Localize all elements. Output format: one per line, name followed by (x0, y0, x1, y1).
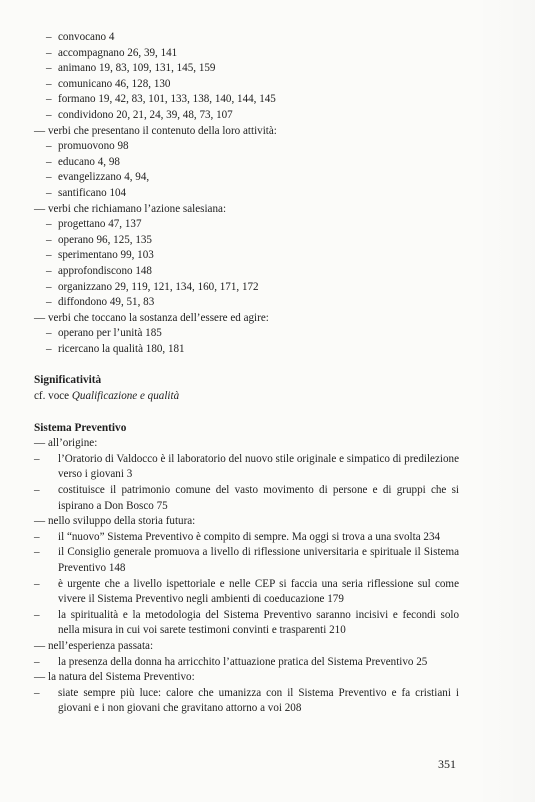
index-item (34, 61, 459, 77)
entry-text: operano per l’unità 185 (58, 327, 162, 340)
dash-marker: – (46, 62, 52, 75)
index-item (34, 295, 459, 311)
entry-text: verbi che toccano la sostanza dell’essere ed agire: (48, 311, 269, 324)
entry-text: diffondono 49, 51, 83 (58, 296, 155, 309)
entry-text: convocano 4 (58, 31, 115, 43)
index-subentry (34, 514, 459, 530)
dash-marker: – (46, 218, 52, 231)
dash-marker: – (34, 452, 40, 465)
dash-marker: – (46, 155, 52, 168)
index-subentry (34, 124, 459, 140)
entry-text: sperimentano 99, 103 (58, 249, 154, 262)
index-item (34, 139, 459, 155)
index-item (34, 108, 459, 124)
dash-marker: — (34, 671, 46, 684)
entry-text: promuovono 98 (58, 140, 129, 153)
cf-reference: Qualificazione e qualità (71, 390, 180, 403)
entry-text: nello sviluppo della storia futura: (48, 515, 196, 528)
index-content (34, 30, 459, 717)
index-item (34, 655, 459, 671)
entry-text: all’origine: (48, 437, 98, 450)
index-subentry (34, 202, 459, 218)
index-subentry (34, 639, 459, 655)
entry-text: operano 96, 125, 135 (58, 233, 152, 246)
dash-marker: – (46, 342, 52, 355)
dash-marker: – (34, 655, 40, 668)
index-item (34, 186, 459, 202)
dash-marker: – (46, 46, 52, 59)
index-item (34, 545, 459, 576)
index-item (34, 686, 459, 717)
index-item (34, 46, 459, 62)
index-item (34, 577, 459, 608)
index-item (34, 233, 459, 249)
dash-marker: – (46, 77, 52, 90)
entry-text: costituisce il patrimonio comune del vasto movimento di persone e di gruppi che si ispirano a Don Bosco 75 (58, 484, 459, 512)
entry-text: progettano 47, 137 (58, 218, 142, 231)
dash-marker: — (34, 515, 46, 528)
dash-marker: – (46, 108, 52, 121)
index-item (34, 155, 459, 171)
entry-text: santificano 104 (58, 186, 127, 199)
dash-marker: — (34, 311, 46, 324)
entry-text: accompagnano 26, 39, 141 (58, 46, 178, 59)
entry-text: il “nuovo” Sistema Preventivo è compito di sempre. Ma oggi si trova a una svolta 234 (58, 530, 441, 543)
heading-significativita: Significatività (34, 374, 102, 387)
entry-text: l’Oratorio di Valdocco è il laboratorio del nuovo stile originale e simpatico di predilezione verso i giovani 3 (58, 452, 459, 481)
dash-marker: – (46, 140, 52, 153)
entry-text: formano 19, 42, 83, 101, 133, 138, 140, 144, 145 (58, 93, 276, 106)
dash-marker: – (34, 608, 40, 621)
index-item (34, 342, 459, 358)
entry-text: educano 4, 98 (58, 155, 120, 168)
entry-text: la spiritualità e la metodologia del Sistema Preventivo saranno incisivi e fecondi solo nella misura in cui voi sarete testimoni convinti e trasparenti 210 (58, 608, 459, 637)
index-item (34, 248, 459, 264)
entry-text: la presenza della donna ha arricchito l’attuazione pratica del Sistema Preventivo 25 (58, 655, 428, 668)
index-item (34, 92, 459, 108)
entry-text: evangelizzano 4, 94, (58, 171, 150, 184)
verbs-list (34, 30, 459, 357)
dash-marker: – (46, 233, 52, 246)
entry-text: comunicano 46, 128, 130 (58, 77, 171, 90)
index-subentry (34, 436, 459, 452)
cf-prefix: cf. voce (34, 390, 72, 403)
sistema-preventivo-list (34, 436, 459, 717)
dash-marker: — (34, 437, 46, 450)
heading-sistema-preventivo: Sistema Preventivo (34, 421, 127, 434)
index-item (34, 326, 459, 342)
dash-marker: – (46, 93, 52, 106)
cross-reference (34, 389, 459, 405)
entry-text: siate sempre più luce: calore che umanizza con il Sistema Preventivo e fa cristiani i giovani e i non giovani che gravitano attorno a voi 208 (58, 686, 459, 715)
index-subentry (34, 311, 459, 327)
dash-marker: – (34, 577, 40, 590)
entry-text: organizzano 29, 119, 121, 134, 160, 171, 172 (58, 280, 259, 293)
dash-marker: — (34, 639, 46, 652)
index-item (34, 217, 459, 233)
entry-text: ricercano la qualità 180, 181 (58, 342, 185, 355)
index-item (34, 452, 459, 483)
dash-marker: – (34, 546, 40, 559)
entry-text: condividono 20, 21, 24, 39, 48, 73, 107 (58, 108, 233, 121)
index-item (34, 264, 459, 280)
dash-marker: – (46, 186, 52, 199)
index-item (34, 530, 459, 546)
dash-marker: – (34, 686, 40, 699)
dash-marker: – (46, 296, 52, 309)
entry-text: è urgente che a livello ispettoriale e nelle CEP si faccia una seria riflessione sul come vivere il Sistema Preventivo negli ambienti di coeducazione 179 (58, 577, 459, 606)
dash-marker: – (46, 327, 52, 340)
entry-text: animano 19, 83, 109, 131, 145, 159 (58, 62, 216, 75)
entry-text: verbi che richiamano l’azione salesiana: (48, 202, 227, 215)
entry-text: nell’esperienza passata: (48, 639, 154, 652)
page-number: 351 (438, 757, 456, 771)
entry-text: la natura del Sistema Preventivo: (48, 671, 195, 684)
index-item (34, 280, 459, 296)
index-subentry (34, 670, 459, 686)
dash-marker: – (34, 484, 40, 497)
index-item (34, 483, 459, 514)
index-item (34, 170, 459, 186)
dash-marker: – (34, 530, 40, 543)
entry-text: approfondiscono 148 (58, 264, 152, 277)
dash-marker: – (46, 264, 52, 277)
dash-marker: – (46, 171, 52, 184)
entry-text: il Consiglio generale promuova a livello di riflessione universitaria e spirituale il Sistema Preventivo 148 (58, 546, 459, 574)
dash-marker: – (46, 249, 52, 262)
dash-marker: – (46, 31, 52, 43)
entry-text: verbi che presentano il contenuto della loro attività: (48, 124, 277, 137)
dash-marker: – (46, 280, 52, 293)
index-item (34, 77, 459, 93)
dash-marker: — (34, 124, 46, 137)
page-shadow (475, 0, 535, 802)
index-item (34, 608, 459, 639)
dash-marker: — (34, 202, 46, 215)
index-item (34, 30, 459, 46)
